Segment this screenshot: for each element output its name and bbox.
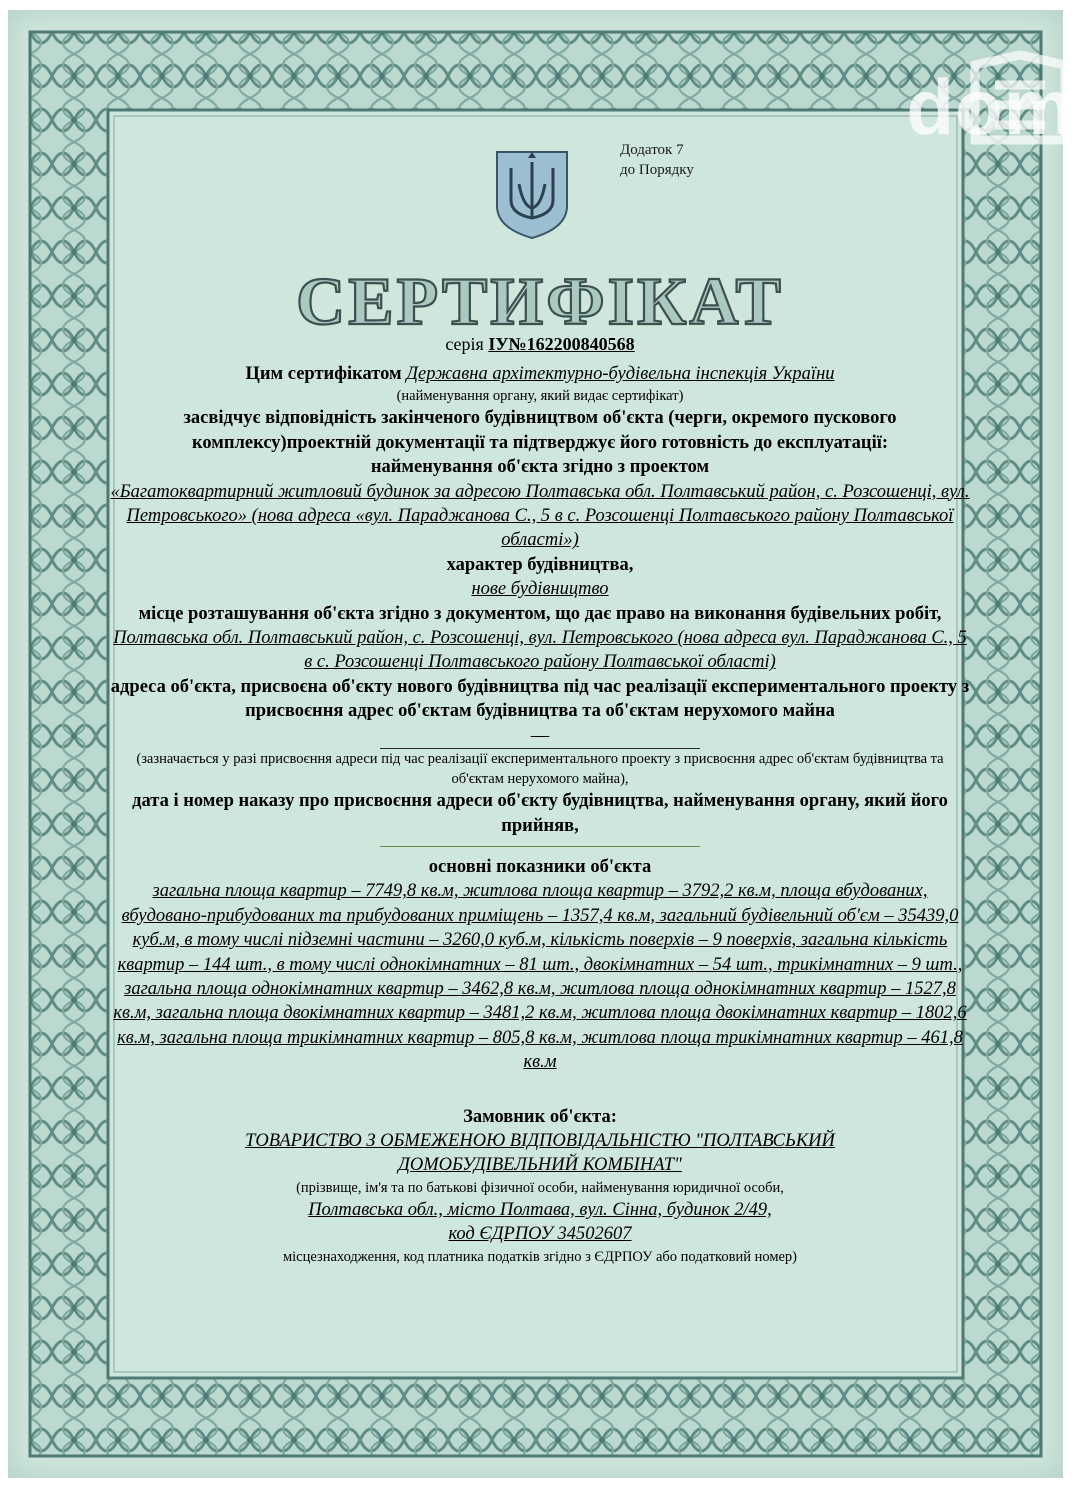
order-blank-line [380,838,700,847]
object-name-value: «Багатоквартирний житловий будинок за адресою Полтавська обл. Полтавський район, с. Розсошенці, вул. Петровського» (нова адреса «вул. Параджанова С., 5 в с. Розсошенці Полтавського району Полтавської області») [110,481,970,551]
assigned-address-value [110,724,970,749]
assigned-address-label: адреса об'єкта, присвоєна об'єкту нового будівництва під час реалізації експериментального проекту з присвоєння адрес об'єктам будівництва та об'єктам нерухомого майна [110,676,970,722]
appendix-note [620,140,694,180]
appendix-line-2: до Порядку [620,162,694,178]
assigned-address-note: (зазначається у разі присвоєння адреси під час реалізації експериментального проекту з присвоєння адрес об'єктам будівництва та об'єктам нерухомого майна), [136,751,944,788]
object-name-label: найменування об'єкта згідно з проектом [370,457,710,478]
series-line [0,334,1080,355]
watermark: dom [906,63,1074,151]
assigned-address-dash: — [380,724,700,749]
customer-note-1: (прізвище, ім'я та по батькові фізичної особи, найменування юридичної особи, [296,1179,784,1196]
issuer-prefix: Цим сертифікатом [245,364,402,384]
issuer-name: Державна архітектурно-будівельна інспекція України [406,364,835,384]
customer-label: Замовник об'єкта: [463,1106,617,1127]
location-label: місце розташування об'єкта згідно з документом, що дає право на виконання будівельних робіт, [138,603,942,624]
issuer-note: (найменування органу, який видає сертифікат) [396,388,684,405]
customer-code: код ЄДРПОУ 34502607 [448,1224,632,1245]
indicators-label: основні показники об'єкта [428,856,652,877]
customer-address: Полтавська обл., місто Полтава, вул. Сінна, будинок 2/49, [308,1199,772,1220]
certificate-title: СЕРТИФІКАТ [296,263,784,339]
series-number: ІУ№162200840568 [488,334,635,354]
certificate-body [110,362,970,1267]
indicators-value: загальна площа квартир – 7749,8 кв.м, житлова площа квартир – 3792,2 кв.м, площа вбудованих, вбудовано-прибудованих та прибудованих приміщень – 1357,4 кв.м, загальний будівельний об'єм – 35439,0 куб.м, в тому числі підземні частини – 3260,0 куб.м, кількість поверхів – 9 поверхів, загальна кількість квартир – 144 шт., в тому числі однокімнатних – 81 шт., двокімнатних – 54 шт., трикімнатних – 9 шт., загальна площа однокімнатних квартир – 3462,8 кв.м, житлова площа однокімнатних квартир – 1527,8 кв.м, загальна площа двокімнатних квартир – 3481,2 кв.м, житлова площа двокімнатних квартир – 1802,6 кв.м, загальна площа трикімнатних квартир – 805,8 кв.м, житлова площа трикімнатних квартир – 461,8 кв.м [113,881,967,1073]
customer-note-2: місцезнаходження, код платника податків згідно з ЄДРПОУ або податковий номер) [282,1248,798,1265]
construction-type-value: нове будівництво [471,579,609,600]
location-value: Полтавська обл. Полтавський район, с. Розсошенці, вул. Петровського (нова адреса вул. Параджанова С., 5 в с. Розсошенці Полтавського району Полтавської області) [113,628,967,673]
construction-type-label: характер будівництва, [446,554,634,575]
coat-of-arms-icon [493,148,571,240]
series-label: серія [445,334,484,354]
appendix-line-1: Додаток 7 [620,142,684,158]
customer-name: ТОВАРИСТВО З ОБМЕЖЕНОЮ ВІДПОВІДАЛЬНІСТЮ "ПОЛТАВСЬКИЙ ДОМОБУДІВЕЛЬНИЙ КОМБІНАТ" [245,1130,835,1176]
certifies-text: засвідчує відповідність закінченого будівництвом об'єкта (черги, окремого пускового комплексу)проектній документації та підтверджує його готовність до експлуатації: [183,408,897,453]
order-label: дата і номер наказу про присвоєння адреси об'єкту будівництва, найменування органу, який його прийняв, [132,791,948,836]
